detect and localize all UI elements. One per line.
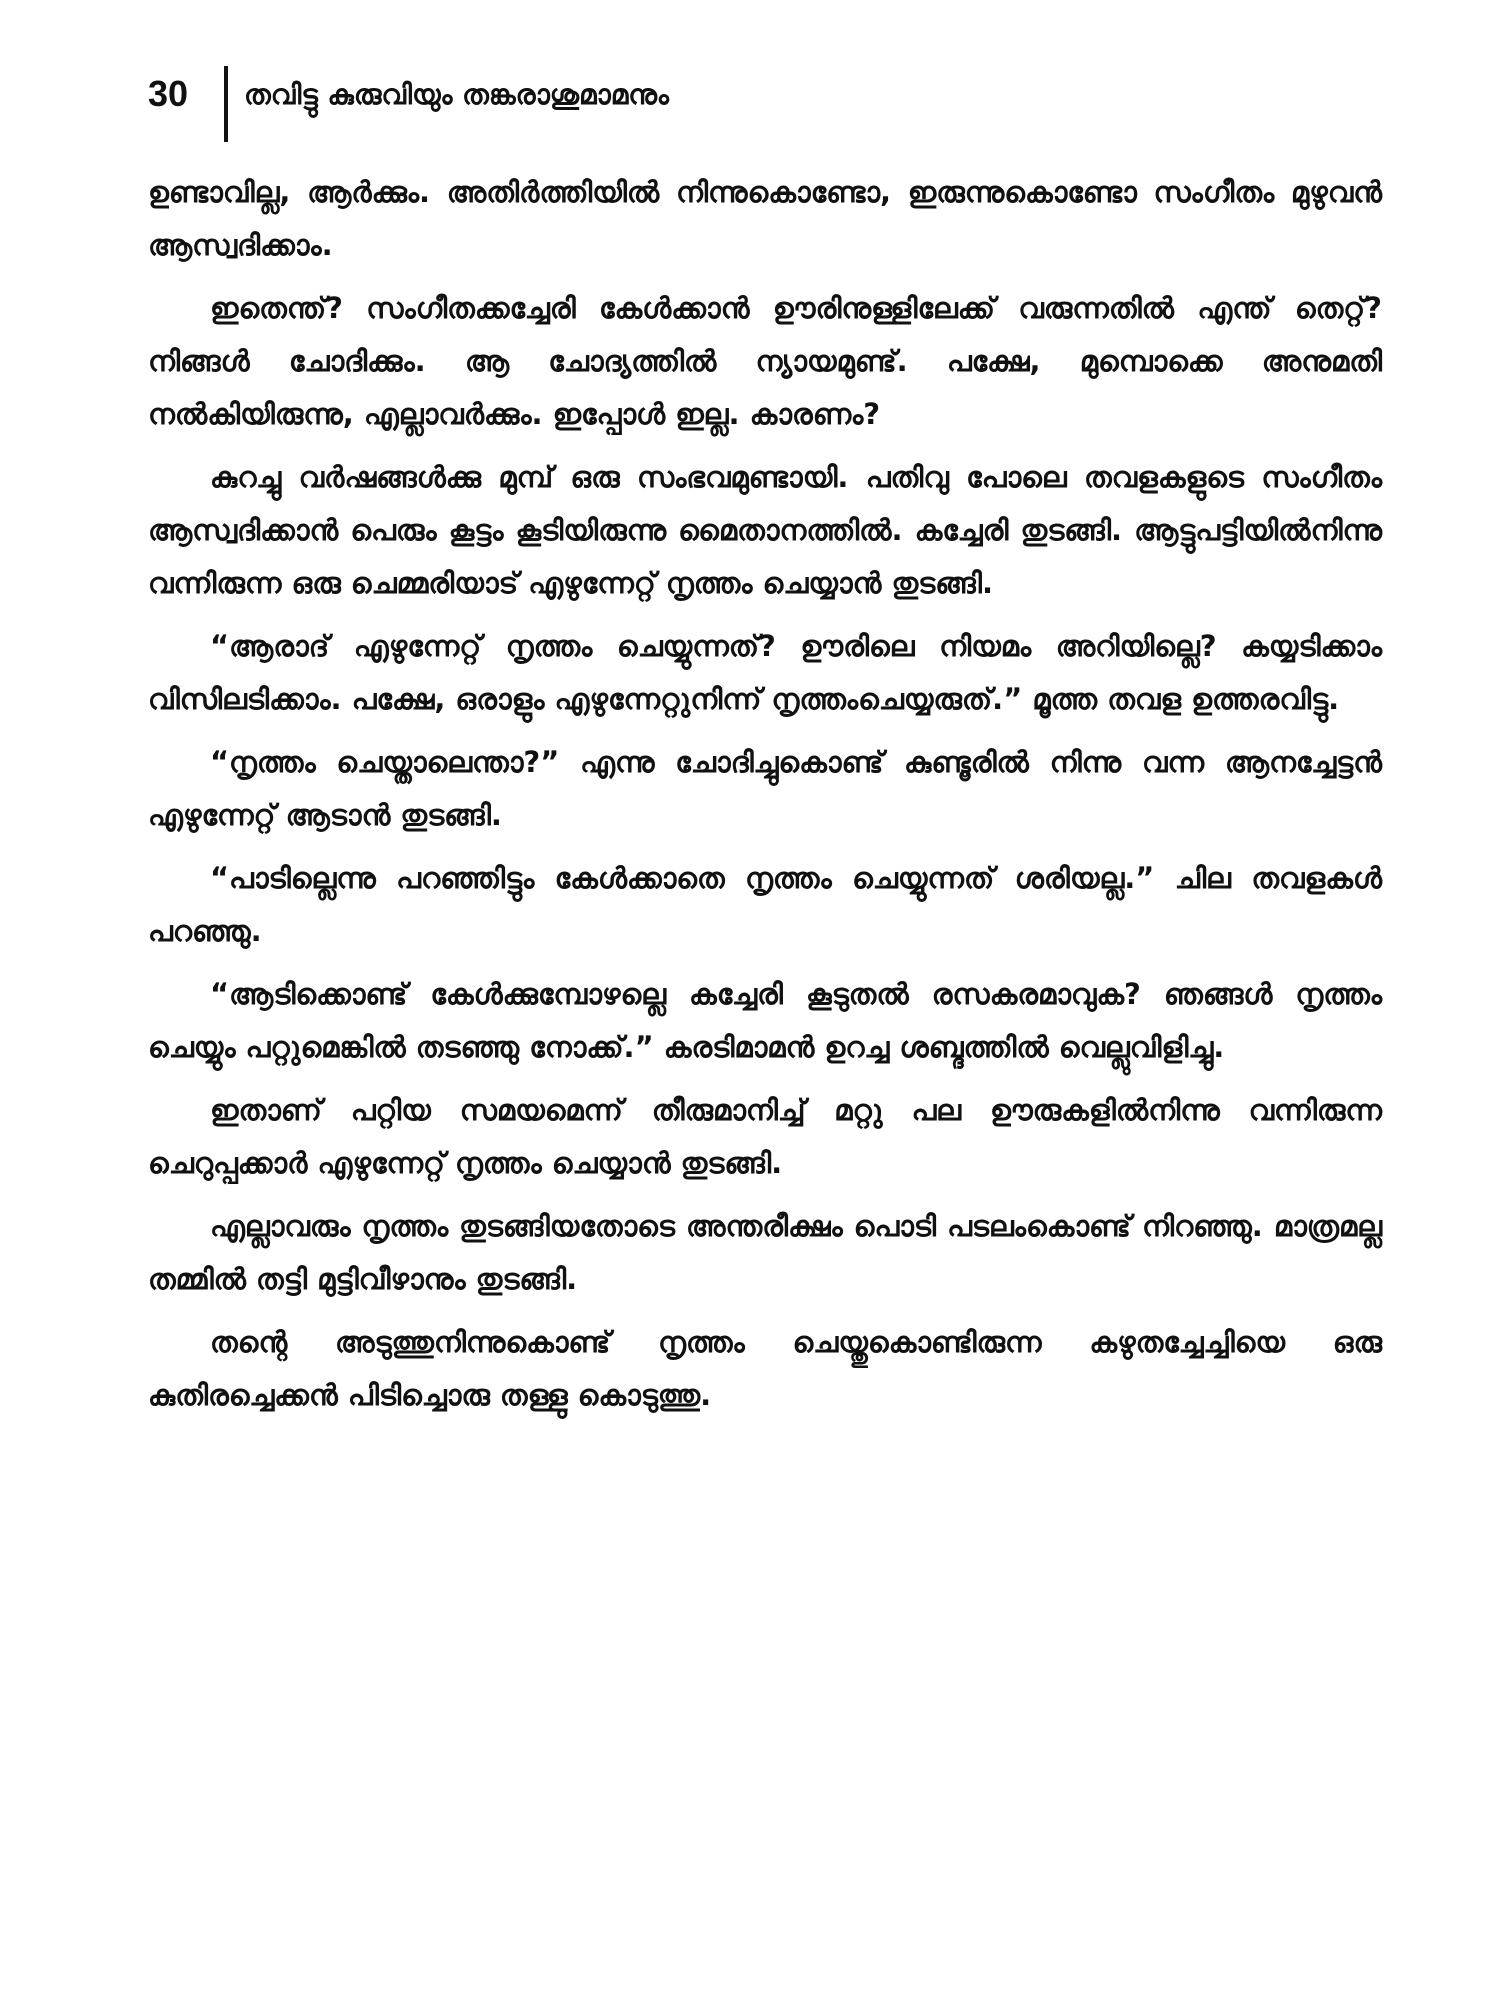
paragraph: തന്റെ അടുത്തുനിന്നുകൊണ്ട് നൃത്തം ചെയ്തുകൊണ്ടിരുന്ന കഴുതച്ചേച്ചിയെ ഒരു കുതിരച്ചെക്കൻ പിടിച്ചൊരു തള്ളു കൊടുത്തു. — [148, 1325, 1382, 1412]
paragraph: കുറച്ചു വർഷങ്ങൾക്കു മുമ്പ് ഒരു സംഭവമുണ്ടായി. പതിവു പോലെ തവളകളുടെ സംഗീതം ആസ്വദിക്കാൻ പെരും കൂട്ടം കൂടിയിരുന്നു മൈതാനത്തിൽ. കച്ചേരി തുടങ്ങി. ആട്ടുപട്ടിയിൽനിന്നു വന്നിരുന്ന ഒരു ചെമ്മരിയാട് എഴുന്നേറ്റ് നൃത്തം ചെയ്യാൻ തുടങ്ങി. — [148, 460, 1382, 600]
paragraph: “ആരാദ് എഴുന്നേറ്റ് നൃത്തം ചെയ്യുന്നത്? ഊരിലെ നിയമം അറിയില്ലെ? കയ്യടിക്കാം വിസിലടിക്കാം. പക്ഷേ, ഒരാളും എഴുന്നേറ്റുനിന്ന് നൃത്തംചെയ്യരുത്.” മൂത്ത തവള ഉത്തരവിട്ടു. — [148, 629, 1382, 716]
paragraph: “ആടിക്കൊണ്ട് കേൾക്കുമ്പോഴല്ലെ കച്ചേരി കൂടുതൽ രസകരമാവുക? ഞങ്ങൾ നൃത്തം ചെയ്യും പറ്റുമെങ്കിൽ തടഞ്ഞു നോക്ക്.” കരടിമാമൻ ഉറച്ച ശബ്ദത്തിൽ വെല്ലുവിളിച്ചു. — [148, 977, 1382, 1064]
paragraph: ഉണ്ടാവില്ല, ആർക്കും. അതിർത്തിയിൽ നിന്നുകൊണ്ടോ, ഇരുന്നുകൊണ്ടോ സംഗീതം മുഴുവൻ ആസ്വദിക്കാം. — [148, 175, 1382, 262]
running-title: തവിട്ടു കുരുവിയും തങ്കരാശുമാമനും — [244, 78, 669, 111]
paragraph: ഇതെന്ത്? സംഗീതക്കച്ചേരി കേൾക്കാൻ ഊരിനുള്ളിലേക്ക് വരുന്നതിൽ എന്ത് തെറ്റ്? നിങ്ങൾ ചോദിക്കും. ആ ചോദ്യത്തിൽ ന്യായമുണ്ട്. പക്ഷേ, മുമ്പൊക്കെ അനുമതി നൽകിയിരുന്നു, എല്ലാവർക്കും. ഇപ്പോൾ ഇല്ല. കാരണം? — [148, 291, 1382, 431]
paragraph: എല്ലാവരും നൃത്തം തുടങ്ങിയതോടെ അന്തരീക്ഷം പൊടി പടലംകൊണ്ട് നിറഞ്ഞു. മാത്രമല്ല തമ്മിൽ തട്ടി മുട്ടിവീഴാനും തുടങ്ങി. — [148, 1209, 1382, 1296]
paragraph: “നൃത്തം ചെയ്താലെന്താ?” എന്നു ചോദിച്ചുകൊണ്ട് കുണ്ടൂരിൽ നിന്നു വന്ന ആനച്ചേട്ടൻ എഴുന്നേറ്റ് ആടാൻ തുടങ്ങി. — [148, 745, 1382, 832]
page-header — [148, 66, 1398, 142]
paragraph: “പാടില്ലെന്നു പറഞ്ഞിട്ടും കേൾക്കാതെ നൃത്തം ചെയ്യുന്നത് ശരിയല്ല.” ചില തവളകൾ പറഞ്ഞു. — [148, 861, 1382, 948]
body-text — [148, 166, 1382, 1432]
page-number: 30 — [148, 73, 189, 114]
header-divider — [224, 66, 228, 142]
paragraph: ഇതാണ് പറ്റിയ സമയമെന്ന് തീരുമാനിച്ച് മറ്റു പല ഊരുകളിൽനിന്നു വന്നിരുന്ന ചെറുപ്പക്കാർ എഴുന്നേറ്റ് നൃത്തം ചെയ്യാൻ തുടങ്ങി. — [148, 1093, 1382, 1180]
